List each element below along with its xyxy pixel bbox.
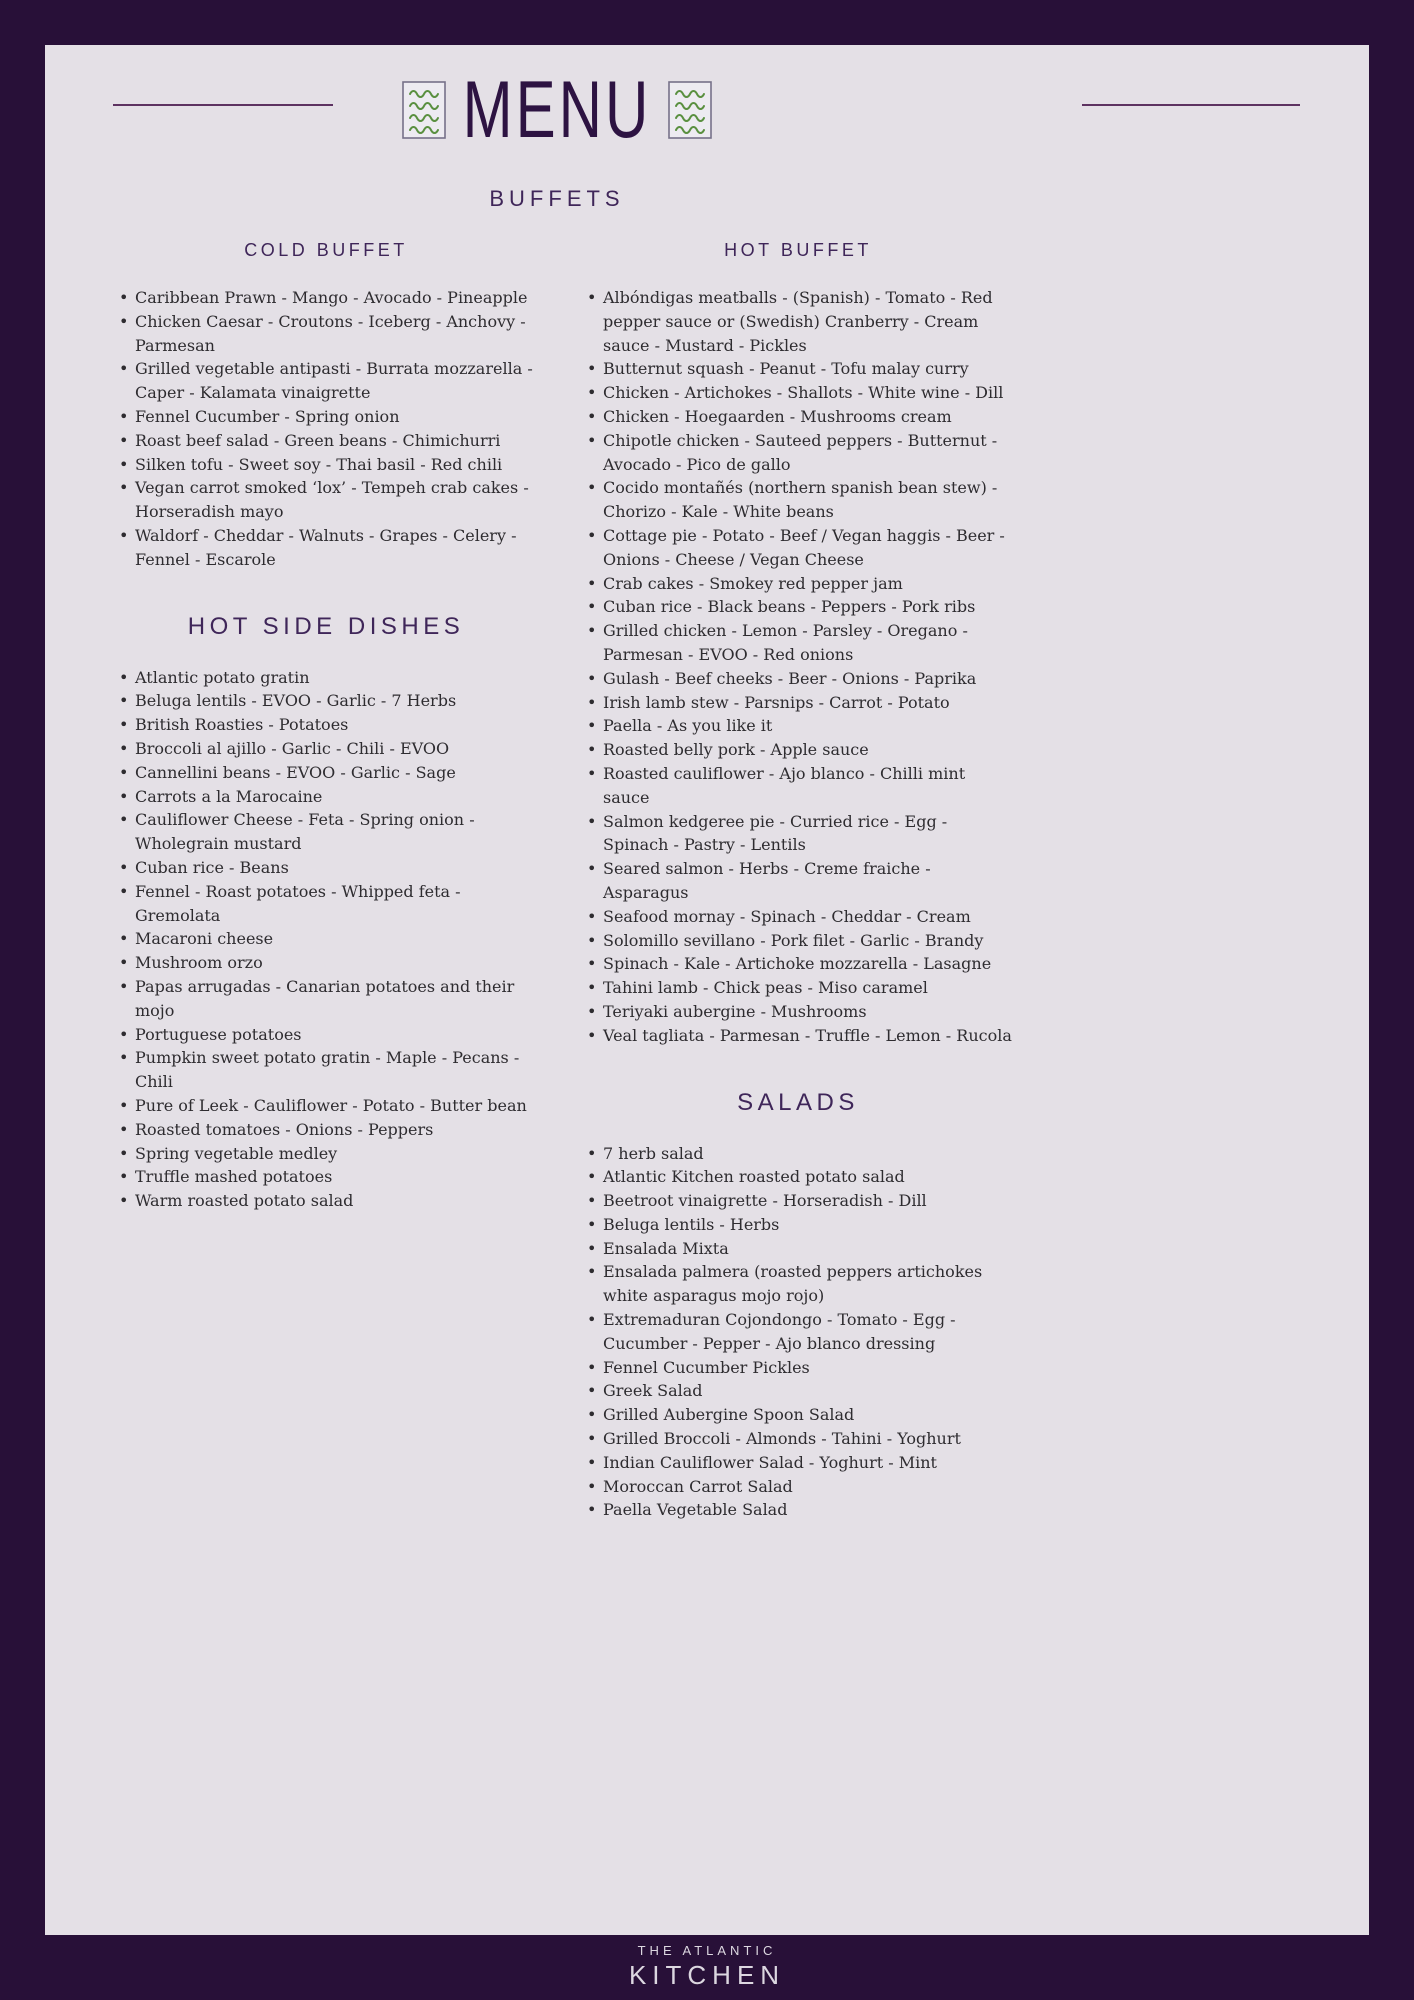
- dish-item: • British Roasties - Potatoes: [115, 713, 537, 737]
- dish-item: • Solomillo sevillano - Pork filet - Garlic - Brandy: [583, 929, 1013, 953]
- dish-item: • Cottage pie - Potato - Beef / Vegan haggis - Beer - Onions - Cheese / Vegan Cheese: [583, 524, 1013, 572]
- dish-item: • Fennel - Roast potatoes - Whipped feta - Gremolata: [115, 880, 537, 928]
- buffets-heading: BUFFETS: [489, 186, 625, 211]
- dish-item: • Warm roasted potato salad: [115, 1189, 537, 1213]
- dish-item: • Truffle mashed potatoes: [115, 1165, 537, 1189]
- dish-item: • Roast beef salad - Green beans - Chimichurri: [115, 429, 537, 453]
- page-title: MENU: [462, 64, 652, 155]
- dish-item: • Grilled chicken - Lemon - Parsley - Oregano - Parmesan - EVOO - Red onions: [583, 619, 1013, 667]
- dish-item: • Ensalada Mixta: [583, 1237, 1013, 1261]
- dish-item: • Chicken Caesar - Croutons - Iceberg - Anchovy - Parmesan: [115, 310, 537, 358]
- dish-item: • Atlantic potato gratin: [115, 666, 537, 690]
- section-cold-buffet: [115, 238, 537, 572]
- dish-item: • Mushroom orzo: [115, 951, 537, 975]
- dish-item: • Caribbean Prawn - Mango - Avocado - Pineapple: [115, 286, 537, 310]
- dish-item: • Roasted cauliflower - Ajo blanco - Chilli mint sauce: [583, 762, 1013, 810]
- dish-item: • Vegan carrot smoked ‘lox’ - Tempeh crab cakes - Horseradish mayo: [115, 476, 537, 524]
- footer-brand-line1: THE ATLANTIC: [637, 1943, 777, 1958]
- dish-item: • Cuban rice - Black beans - Peppers - Pork ribs: [583, 595, 1013, 619]
- dish-item: • Tahini lamb - Chick peas - Miso caramel: [583, 976, 1013, 1000]
- dish-item: • Spring vegetable medley: [115, 1142, 537, 1166]
- dish-item: • Papas arrugadas - Canarian potatoes and their mojo: [115, 975, 537, 1023]
- hot-side-dishes-list: [115, 666, 537, 1213]
- dish-item: • Salmon kedgeree pie - Curried rice - Egg - Spinach - Pastry - Lentils: [583, 810, 1013, 858]
- decorative-line-right: [1082, 104, 1300, 106]
- dish-item: • Portuguese potatoes: [115, 1023, 537, 1047]
- cold-buffet-list: [115, 286, 537, 572]
- dish-item: • Extremaduran Cojondongo - Tomato - Egg - Cucumber - Pepper - Ajo blanco dressing: [583, 1308, 1013, 1356]
- dish-item: • Paella - As you like it: [583, 714, 1013, 738]
- dish-item: • Moroccan Carrot Salad: [583, 1475, 1013, 1499]
- dish-item: • Pumpkin sweet potato gratin - Maple - Pecans - Chili: [115, 1046, 537, 1094]
- dish-item: • Atlantic Kitchen roasted potato salad: [583, 1165, 1013, 1189]
- section-hot-side-dishes: [115, 610, 537, 1213]
- dish-item: • Spinach - Kale - Artichoke mozzarella - Lasagne: [583, 952, 1013, 976]
- salads-heading: SALADS: [737, 1088, 859, 1116]
- dish-item: • Macaroni cheese: [115, 927, 537, 951]
- menu-content: [115, 184, 1012, 1522]
- cold-buffet-heading: COLD BUFFET: [244, 240, 408, 260]
- dish-item: • Albóndigas meatballs - (Spanish) - Tomato - Red pepper sauce or (Swedish) Cranberry - Cream sauce - Mustard - Pickles: [583, 286, 1013, 357]
- dish-item: • Beluga lentils - EVOO - Garlic - 7 Herbs: [115, 689, 537, 713]
- hot-side-dishes-heading: HOT SIDE DISHES: [187, 612, 465, 640]
- dish-item: • Broccoli al ajillo - Garlic - Chili - EVOO: [115, 737, 537, 761]
- salads-list: [583, 1142, 1013, 1523]
- dish-item: • Waldorf - Cheddar - Walnuts - Grapes - Celery - Fennel - Escarole: [115, 524, 537, 572]
- dish-item: • Teriyaki aubergine - Mushrooms: [583, 1000, 1013, 1024]
- dish-item: • Grilled vegetable antipasti - Burrata mozzarella - Caper - Kalamata vinaigrette: [115, 357, 537, 405]
- footer-brand-band: [0, 1935, 1414, 2000]
- dish-item: • Beetroot vinaigrette - Horseradish - Dill: [583, 1189, 1013, 1213]
- dish-item: • Veal tagliata - Parmesan - Truffle - Lemon - Rucola: [583, 1024, 1013, 1048]
- dish-item: • Cannellini beans - EVOO - Garlic - Sage: [115, 761, 537, 785]
- dish-item: • Grilled Aubergine Spoon Salad: [583, 1403, 1013, 1427]
- column-left: [115, 238, 537, 1522]
- column-right: [583, 238, 1013, 1522]
- dish-item: • Chicken - Hoegaarden - Mushrooms cream: [583, 405, 1013, 429]
- dish-item: • Grilled Broccoli - Almonds - Tahini - Yoghurt: [583, 1427, 1013, 1451]
- menu-columns: [115, 238, 1012, 1522]
- dish-item: • Greek Salad: [583, 1379, 1013, 1403]
- dish-item: • Gulash - Beef cheeks - Beer - Onions - Paprika: [583, 667, 1013, 691]
- hot-buffet-heading: HOT BUFFET: [724, 240, 872, 260]
- dish-item: • Cauliflower Cheese - Feta - Spring onion - Wholegrain mustard: [115, 808, 537, 856]
- dish-item: • Paella Vegetable Salad: [583, 1498, 1013, 1522]
- dish-item: • Cocido montañés (northern spanish bean stew) - Chorizo - Kale - White beans: [583, 476, 1013, 524]
- footer-brand-line2: KITCHEN: [628, 1960, 786, 1990]
- dish-item: • Ensalada palmera (roasted peppers artichokes white asparagus mojo rojo): [583, 1260, 1013, 1308]
- dish-item: • Indian Cauliflower Salad - Yoghurt - Mint: [583, 1451, 1013, 1475]
- dish-item: • Pure of Leek - Cauliflower - Potato - Butter bean: [115, 1094, 537, 1118]
- dish-item: • Seafood mornay - Spinach - Cheddar - Cream: [583, 905, 1013, 929]
- dish-item: • Cuban rice - Beans: [115, 856, 537, 880]
- dish-item: • Butternut squash - Peanut - Tofu malay curry: [583, 357, 1013, 381]
- title-row: [115, 64, 999, 155]
- dish-item: • Fennel Cucumber - Spring onion: [115, 405, 537, 429]
- dish-item: • Silken tofu - Sweet soy - Thai basil - Red chili: [115, 453, 537, 477]
- dish-item: • 7 herb salad: [583, 1142, 1013, 1166]
- dish-item: • Crab cakes - Smokey red pepper jam: [583, 572, 1013, 596]
- dish-item: • Chipotle chicken - Sauteed peppers - Butternut - Avocado - Pico de gallo: [583, 429, 1013, 477]
- section-salads: [583, 1086, 1013, 1523]
- dish-item: • Fennel Cucumber Pickles: [583, 1356, 1013, 1380]
- dish-item: • Roasted tomatoes - Onions - Peppers: [115, 1118, 537, 1142]
- section-hot-buffet: [583, 238, 1013, 1048]
- dish-item: • Beluga lentils - Herbs: [583, 1213, 1013, 1237]
- hot-buffet-list: [583, 286, 1013, 1048]
- dish-item: • Irish lamb stew - Parsnips - Carrot - Potato: [583, 691, 1013, 715]
- green-waves-card-icon: [402, 81, 446, 139]
- dish-item: • Chicken - Artichokes - Shallots - White wine - Dill: [583, 381, 1013, 405]
- dish-item: • Carrots a la Marocaine: [115, 785, 537, 809]
- dish-item: • Seared salmon - Herbs - Creme fraiche - Asparagus: [583, 857, 1013, 905]
- dish-item: • Roasted belly pork - Apple sauce: [583, 738, 1013, 762]
- green-waves-card-icon: [668, 81, 712, 139]
